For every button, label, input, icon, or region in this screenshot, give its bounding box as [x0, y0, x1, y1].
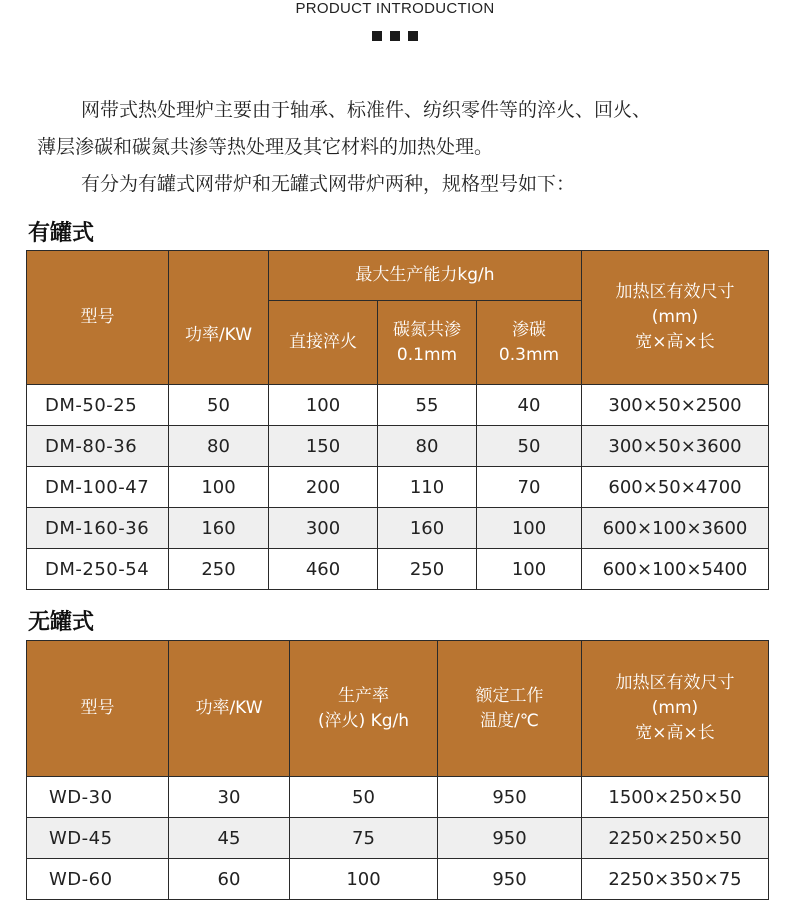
- header-model: 型号: [27, 251, 169, 385]
- cell-carbonitriding: 160: [378, 508, 477, 549]
- header-carburizing-label: 渗碳: [512, 319, 546, 340]
- table-row: [27, 385, 769, 426]
- cell-direct: 460: [269, 549, 378, 590]
- header-power: 功率/KW: [169, 251, 269, 385]
- cell-carburizing: 100: [477, 508, 582, 549]
- cell-temp: 950: [438, 777, 582, 818]
- cell-power: 60: [169, 859, 290, 900]
- cell-size: 1500×250×50: [582, 777, 769, 818]
- header-temp-unit: 温度/℃: [480, 710, 539, 731]
- intro-line-1: 网带式热处理炉主要由于轴承、标准件、纺织零件等的淬火、回火、: [81, 99, 652, 121]
- table-row: [27, 426, 769, 467]
- cell-model: WD-60: [27, 859, 169, 900]
- cell-power: 80: [169, 426, 269, 467]
- header-production-rate: [290, 641, 438, 777]
- cell-model: DM-160-36: [27, 508, 169, 549]
- cell-temp: 950: [438, 859, 582, 900]
- header-carburizing-depth: 0.3mm: [498, 344, 560, 365]
- cell-rate: 100: [290, 859, 438, 900]
- cell-carbonitriding: 110: [378, 467, 477, 508]
- cell-power: 100: [169, 467, 269, 508]
- header-heating-size: [582, 641, 769, 777]
- cell-carbonitriding: 80: [378, 426, 477, 467]
- cell-power: 160: [169, 508, 269, 549]
- cell-size: 600×100×3600: [582, 508, 769, 549]
- cell-model: DM-50-25: [27, 385, 169, 426]
- cell-model: DM-100-47: [27, 467, 169, 508]
- cell-carbonitriding: 250: [378, 549, 477, 590]
- cell-size: 300×50×3600: [582, 426, 769, 467]
- cell-direct: 200: [269, 467, 378, 508]
- cell-model: DM-250-54: [27, 549, 169, 590]
- header-rate-label: 生产率: [338, 685, 389, 706]
- header-size-label: 加热区有效尺寸: [615, 673, 735, 693]
- header-carburizing: [477, 301, 582, 385]
- cell-direct: 150: [269, 426, 378, 467]
- header-capacity: 最大生产能力kg/h: [269, 251, 582, 301]
- tank-type-spec-table: [26, 250, 769, 590]
- header-size-label: 加热区有效尺寸: [615, 282, 735, 302]
- header-size-dims: 宽×高×长: [635, 723, 715, 743]
- cell-temp: 950: [438, 818, 582, 859]
- cell-size: 600×50×4700: [582, 467, 769, 508]
- cell-size: 2250×250×50: [582, 818, 769, 859]
- section-title-tank: 有罐式: [28, 220, 95, 246]
- cell-power: 250: [169, 549, 269, 590]
- cell-carburizing: 40: [477, 385, 582, 426]
- header-rated-temp: [438, 641, 582, 777]
- page-header-title: PRODUCT INTRODUCTION: [295, 0, 495, 17]
- cell-carbonitriding: 55: [378, 385, 477, 426]
- intro-line-2: 薄层渗碳和碳氮共渗等热处理及其它材料的加热处理。: [37, 136, 494, 158]
- table-row: [27, 549, 769, 590]
- cell-size: 300×50×2500: [582, 385, 769, 426]
- cell-carburizing: 70: [477, 467, 582, 508]
- section-title-tankless: 无罐式: [28, 609, 95, 635]
- table-row: [27, 508, 769, 549]
- header-power: 功率/KW: [169, 641, 290, 777]
- header-direct-quench: 直接淬火: [269, 301, 378, 385]
- intro-line-3: 有分为有罐式网带炉和无罐式网带炉两种，规格型号如下：: [81, 173, 576, 195]
- cell-rate: 75: [290, 818, 438, 859]
- header-temp-label: 额定工作: [475, 685, 544, 706]
- decorative-dots: [0, 31, 790, 41]
- cell-power: 50: [169, 385, 269, 426]
- table-row: [27, 818, 769, 859]
- header-carbonitriding-label: 碳氮共渗: [393, 319, 461, 340]
- header-size-unit: (mm): [651, 698, 699, 718]
- cell-size: 2250×350×75: [582, 859, 769, 900]
- cell-model: DM-80-36: [27, 426, 169, 467]
- cell-model: WD-30: [27, 777, 169, 818]
- cell-size: 600×100×5400: [582, 549, 769, 590]
- cell-model: WD-45: [27, 818, 169, 859]
- header-size-unit: (mm): [651, 307, 699, 327]
- cell-power: 45: [169, 818, 290, 859]
- cell-carburizing: 50: [477, 426, 582, 467]
- table-row: [27, 777, 769, 818]
- header-carbonitriding: [378, 301, 477, 385]
- cell-carburizing: 100: [477, 549, 582, 590]
- header-model: 型号: [27, 641, 169, 777]
- header-heating-size: [582, 251, 769, 385]
- header-rate-unit: (淬火) Kg/h: [317, 710, 410, 731]
- table-row: [27, 467, 769, 508]
- cell-direct: 100: [269, 385, 378, 426]
- cell-power: 30: [169, 777, 290, 818]
- cell-rate: 50: [290, 777, 438, 818]
- header-carbonitriding-depth: 0.1mm: [396, 344, 458, 365]
- header-size-dims: 宽×高×长: [635, 332, 715, 352]
- table-row: [27, 859, 769, 900]
- cell-direct: 300: [269, 508, 378, 549]
- tankless-type-spec-table: [26, 640, 769, 900]
- intro-text: [37, 92, 767, 203]
